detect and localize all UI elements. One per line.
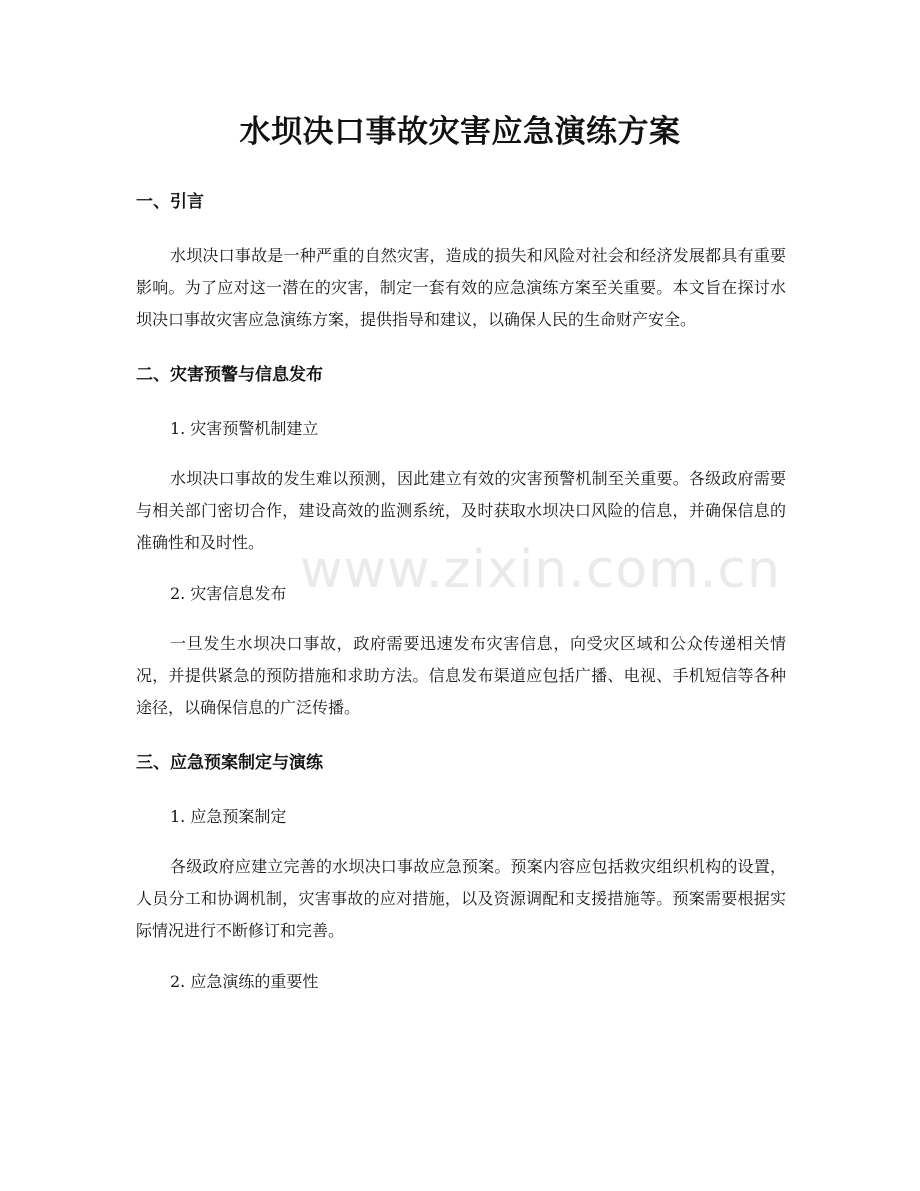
- watermark-text: www.zixin.com.cn: [300, 540, 781, 600]
- section-heading-warning: 二、灾害预警与信息发布: [136, 365, 323, 385]
- subsection-info-release: 2. 灾害信息发布: [170, 584, 287, 603]
- intro-paragraph: 水坝决口事故是一种严重的自然灾害，造成的损失和风险对社会和经济发展都具有重要影响。为了应对这一潜在的灾害，制定一套有效的应急演练方案至关重要。本文旨在探讨水坝决口事故灾害应急演练方案，提供指导和建议，以确保人民的生命财产安全。: [136, 246, 786, 329]
- info-release-paragraph: 一旦发生水坝决口事故，政府需要迅速发布灾害信息，向受灾区域和公众传递相关情况，并提供紧急的预防措施和求助方法。信息发布渠道应包括广播、电视、手机短信等各种途径，以确保信息的广泛传播。: [136, 634, 786, 717]
- section-heading-plan: 三、应急预案制定与演练: [136, 753, 323, 773]
- warning-mechanism-paragraph: 水坝决口事故的发生难以预测，因此建立有效的灾害预警机制至关重要。各级政府需要与相关部门密切合作，建设高效的监测系统，及时获取水坝决口风险的信息，并确保信息的准确性和及时性。: [136, 469, 786, 552]
- subsection-plan-formulation: 1. 应急预案制定: [170, 807, 287, 826]
- document-title: 水坝决口事故灾害应急演练方案: [239, 114, 681, 150]
- section-heading-intro: 一、引言: [136, 192, 204, 212]
- subsection-warning-mechanism: 1. 灾害预警机制建立: [170, 419, 319, 438]
- document-body: [136, 182, 786, 1016]
- subsection-drill-importance: 2. 应急演练的重要性: [170, 972, 319, 991]
- plan-formulation-paragraph: 各级政府应建立完善的水坝决口事故应急预案。预案内容应包括救灾组织机构的设置，人员分工和协调机制，灾害事故的应对措施，以及资源调配和支援措施等。预案需要根据实际情况进行不断修订和完善。: [136, 857, 786, 940]
